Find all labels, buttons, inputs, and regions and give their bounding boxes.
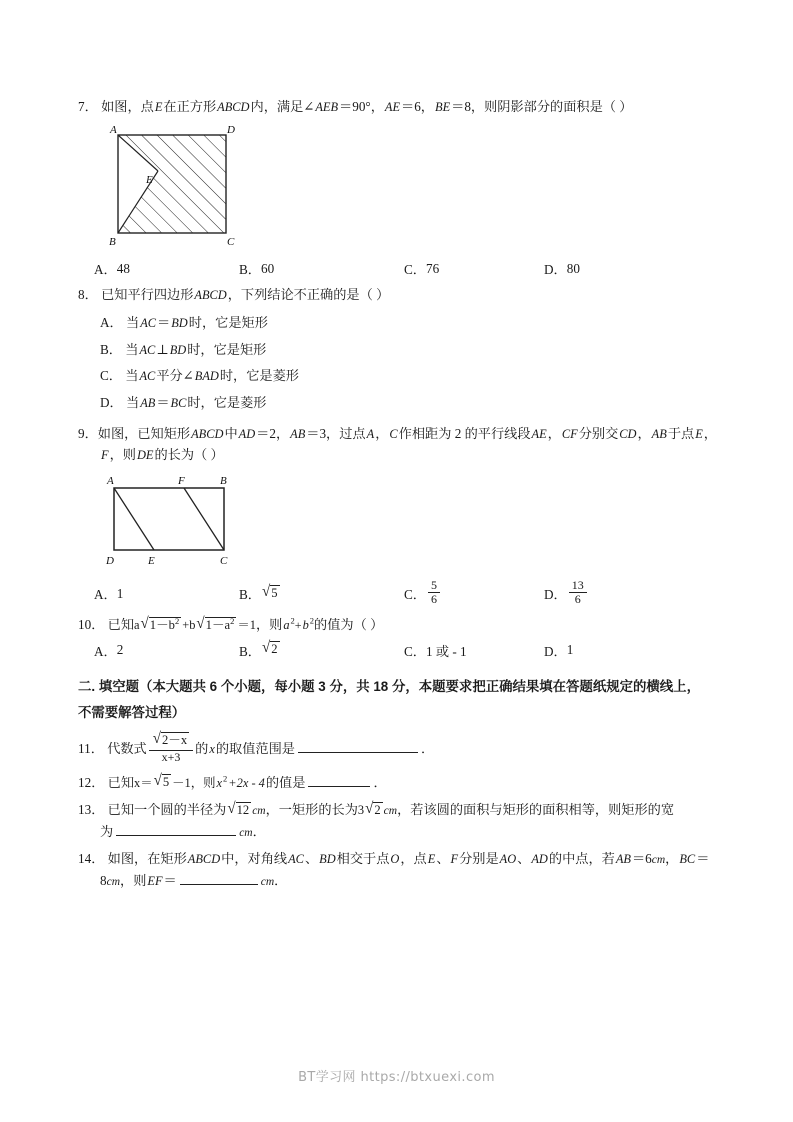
option-8-B-var1: AC: [139, 342, 156, 357]
option-8-B-pre: 当: [125, 341, 139, 357]
question-9-text-10: 于点: [667, 425, 695, 441]
expr-plus: +: [294, 618, 302, 633]
option-10-D-key: D．: [544, 643, 567, 659]
radicand-12: 12: [236, 802, 250, 817]
unit-cm: cm: [239, 826, 253, 839]
option-8-C-pre: 当: [125, 368, 139, 384]
var-AE: AE: [531, 426, 547, 441]
option-8-B-mid: ⊥: [156, 341, 169, 357]
var-AB: AB: [290, 426, 306, 441]
expr-b: b: [302, 618, 309, 633]
question-7-text-5: ＝6，: [401, 99, 434, 114]
question-7-text-1: 如图，点: [101, 99, 154, 114]
radical-sign: √: [140, 615, 149, 633]
option-10-B[interactable]: [239, 641, 404, 660]
question-9-text-2: 中: [224, 425, 238, 441]
option-8-D-key: D．: [100, 395, 123, 411]
option-8-D-var2: BC: [170, 396, 187, 411]
figure-rectangle-abcd: [96, 470, 718, 575]
question-11-period: ．: [420, 740, 435, 756]
fraction-sqrt-expr: [149, 730, 193, 765]
question-9-text-8: 分别交: [578, 425, 619, 441]
equals: ＝: [140, 775, 153, 790]
option-8-C-var1: AC: [139, 369, 156, 384]
fraction-13-6: [569, 579, 587, 608]
question-8-text-2: ，下列结论不正确的是（ ）: [227, 287, 390, 303]
question-12-text-1: 已知: [107, 774, 135, 790]
var-x: x: [209, 741, 215, 756]
option-9-C-num: 5: [428, 579, 440, 594]
question-13-number: 13．: [78, 801, 105, 817]
question-14-text-10: ＝6: [631, 851, 652, 867]
question-10-number: 10．: [78, 617, 105, 633]
question-10-text-3: 的值为（ ）: [314, 617, 384, 633]
question-14-period: ．: [274, 872, 288, 888]
radicand-1-exp: 2: [174, 615, 180, 626]
option-8-D-mid: ＝: [156, 395, 170, 411]
option-9-B-key: B．: [239, 587, 261, 603]
radicand-2-text: 1－a: [205, 617, 231, 632]
option-7-C[interactable]: [404, 259, 544, 278]
rectangle-outline: [114, 488, 224, 550]
question-11: [78, 730, 718, 766]
option-8-B[interactable]: [78, 340, 718, 360]
var-EF: EF: [147, 873, 163, 888]
section-2-line-1: 二. 填空题（本大题共 6 个小题，每小题 3 分，共 18 分，本题要求把正确结果填在答题纸规定的横线上，: [78, 678, 700, 694]
option-8-D[interactable]: [78, 393, 718, 413]
var-O: O: [390, 852, 400, 867]
radicand-2: [205, 617, 237, 634]
radicand-1-text: 1－b: [149, 617, 175, 632]
coef-a: a: [134, 618, 140, 633]
radicand-2: 2: [374, 802, 381, 817]
question-7: [78, 96, 718, 117]
question-14-text-15: ＝: [163, 872, 177, 888]
option-8-D-var1: AB: [140, 396, 156, 411]
var-AEB: AEB: [315, 100, 339, 114]
expr-a: a: [283, 618, 290, 633]
question-9-text-9: ，: [637, 425, 651, 441]
option-8-A-mid: ＝: [157, 314, 171, 330]
segment-AE: [114, 488, 154, 550]
question-9-text-3: ＝2，: [256, 425, 290, 441]
option-8-A-var1: AC: [140, 315, 157, 330]
var-F: F: [450, 852, 459, 867]
option-10-C-key: C．: [404, 643, 426, 659]
option-7-A[interactable]: [94, 259, 239, 278]
sqrt-icon: [262, 585, 280, 602]
var-BD: BD: [319, 852, 336, 867]
label-C: C: [227, 236, 235, 249]
question-12-text-4: 的值是: [265, 774, 306, 790]
option-8-C-mid: 平分∠: [156, 368, 194, 384]
question-13-line-2: [78, 821, 718, 843]
question-14-text-3: 、: [304, 851, 319, 867]
var-C: C: [389, 426, 398, 441]
option-8-D-pre: 当: [126, 395, 140, 411]
radical-sign: √: [196, 615, 205, 633]
label-A: A: [110, 124, 117, 137]
var-A: A: [366, 426, 375, 441]
unit-cm: cm: [252, 804, 266, 817]
option-7-A-key: A．: [94, 262, 117, 278]
var-F: F: [101, 448, 109, 463]
question-9-number: 9．: [78, 425, 98, 441]
question-13: [78, 799, 718, 842]
question-7-text-3: 内，满足∠: [250, 99, 315, 114]
var-E: E: [154, 100, 163, 114]
question-12-number: 12．: [78, 774, 105, 790]
answer-blank-11[interactable]: [298, 740, 418, 753]
radical-sign: √: [152, 730, 161, 748]
option-9-D[interactable]: [544, 577, 664, 609]
option-10-B-key: B．: [239, 643, 261, 659]
answer-blank-14[interactable]: [180, 872, 258, 885]
label-B: B: [109, 236, 116, 249]
question-10-text-2: ，则: [255, 617, 283, 633]
fraction-denominator: x+3: [161, 749, 181, 764]
question-11-text-1: 代数式: [107, 740, 147, 756]
question-12-text-3: －1，则: [172, 775, 216, 790]
question-7-number: 7．: [78, 99, 98, 114]
var-AD: AD: [531, 852, 548, 867]
option-8-C[interactable]: [78, 366, 718, 386]
unit-cm: cm: [106, 875, 121, 888]
label-D: D: [227, 124, 235, 137]
option-8-A[interactable]: [78, 313, 718, 333]
option-7-C-value: 76: [425, 260, 440, 276]
label-D: D: [106, 554, 114, 567]
expr-b-exp: 2: [309, 615, 315, 626]
option-8-C-key: C．: [100, 368, 122, 384]
question-9-text-7: ，: [547, 425, 561, 441]
question-14-text-8: 、: [517, 851, 531, 867]
option-10-C[interactable]: [404, 641, 544, 660]
label-E: E: [148, 554, 155, 567]
option-7-D[interactable]: [544, 259, 664, 278]
question-9-text-6: 作相距为 2 的平行线段: [398, 425, 531, 441]
radical-sign: √: [261, 583, 271, 600]
question-14-text-2: 中，对角线: [221, 851, 288, 867]
sqrt-icon: [153, 732, 189, 749]
radical-sign: √: [227, 800, 236, 817]
question-14-text-12: ＝: [696, 851, 710, 867]
var-E: E: [427, 852, 436, 867]
var-AB: AB: [615, 852, 631, 867]
question-12: [78, 772, 718, 793]
question-14-text-9: 的中点，若: [548, 851, 615, 867]
option-7-B-value: 60: [260, 260, 275, 276]
option-8-C-var2: BAD: [194, 369, 219, 384]
label-F: F: [178, 474, 185, 487]
section-2-heading: [78, 674, 718, 726]
option-10-A[interactable]: [94, 641, 239, 660]
var-BE: BE: [435, 100, 451, 114]
option-7-D-value: 80: [566, 260, 580, 276]
question-9: [78, 423, 718, 466]
var-AO: AO: [499, 852, 517, 867]
answer-blank-12[interactable]: [308, 774, 370, 787]
question-14-text-11: ，: [665, 851, 679, 867]
question-8: [78, 284, 718, 305]
option-9-B[interactable]: [239, 584, 404, 603]
unit-cm: cm: [260, 875, 275, 888]
expr-x-exp: 2: [223, 773, 228, 784]
label-E: E: [146, 174, 153, 187]
option-10-D-value: 1: [566, 642, 574, 658]
segment-FC: [184, 488, 224, 550]
question-14-text-4: 相交于点: [336, 851, 390, 867]
var-AB2: AB: [651, 426, 667, 441]
question-7-text-4: ＝90°，: [339, 99, 384, 114]
option-7-A-value: 48: [116, 260, 130, 276]
answer-blank-13[interactable]: [116, 823, 236, 836]
label-B: B: [220, 474, 227, 487]
option-9-D-key: D．: [544, 587, 567, 603]
radical-sign: √: [365, 800, 374, 817]
question-11-number: 11．: [78, 740, 104, 756]
figure-square-abcd: [96, 121, 718, 254]
question-10-options: [78, 641, 718, 660]
option-7-C-key: C．: [404, 262, 426, 278]
question-14-text-7: 分别是: [459, 851, 499, 867]
option-8-B-post: 时，它是矩形: [187, 341, 267, 357]
var-CD: CD: [619, 426, 637, 441]
question-12-period: ．: [373, 774, 387, 790]
option-7-B[interactable]: [239, 259, 404, 278]
option-8-B-key: B．: [100, 341, 122, 357]
page-content: [78, 96, 718, 895]
expr-x: x: [216, 775, 223, 790]
option-8-D-post: 时，它是菱形: [187, 395, 267, 411]
question-9-text-5: ，: [375, 425, 389, 441]
var-ABCD: ABCD: [194, 288, 227, 303]
option-10-B-value: 2: [271, 641, 278, 656]
option-10-C-value: 1 或 - 1: [425, 643, 467, 659]
var-E: E: [695, 426, 703, 441]
question-9-options: [78, 577, 718, 609]
fraction-numerator: [149, 730, 193, 751]
numerator-radicand: 2－x: [161, 733, 188, 747]
var-DE: DE: [136, 448, 154, 463]
option-10-A-value: 2: [116, 642, 124, 658]
option-8-A-pre: 当: [126, 314, 140, 330]
sqrt-icon: [262, 641, 280, 658]
var-AD: AD: [238, 426, 256, 441]
sqrt-icon: [196, 617, 236, 634]
question-14-text-6: 、: [436, 851, 450, 867]
option-9-C-key: C．: [404, 587, 426, 603]
var-x: x: [134, 775, 141, 790]
option-7-B-key: B．: [239, 262, 261, 278]
option-8-A-post: 时，它是矩形: [188, 314, 268, 330]
expr-a-exp: 2: [290, 615, 295, 626]
option-9-D-num: 13: [569, 579, 587, 594]
label-C: C: [220, 554, 228, 567]
var-ABCD: ABCD: [191, 426, 224, 441]
var-AE: AE: [384, 100, 401, 114]
var-ABCD: ABCD: [187, 852, 221, 867]
question-9-text-12: ，则: [109, 447, 136, 463]
question-14-line-2: [78, 870, 718, 892]
radicand-1: [149, 617, 181, 634]
question-8-number: 8．: [78, 287, 98, 303]
watermark: BT学习网 https://btxuexi.com: [298, 1070, 495, 1085]
option-9-A-key: A．: [94, 587, 117, 603]
option-10-A-key: A．: [94, 643, 117, 659]
sqrt-icon: [141, 617, 182, 634]
equals-1: ＝1: [237, 618, 256, 633]
question-11-text-3: 的取值范围是: [215, 740, 295, 756]
question-14-value-8: 8: [100, 872, 107, 888]
expr-rest: +2x - 4: [228, 775, 265, 790]
question-7-options: [78, 259, 718, 278]
option-9-C[interactable]: [404, 577, 544, 609]
question-13-period: ．: [252, 823, 266, 839]
question-8-text-1: 已知平行四边形: [101, 287, 194, 303]
question-14: [78, 848, 718, 891]
option-8-A-key: A．: [100, 314, 123, 330]
label-A: A: [107, 474, 114, 487]
question-14-text-1: 如图，在矩形: [107, 851, 187, 867]
unit-cm: cm: [383, 804, 398, 817]
question-9-text-13: 的长为（ ）: [154, 447, 224, 463]
question-13-text-1: 已知一个圆的半径为: [107, 801, 227, 817]
question-13-text-2: ，一矩形的长为: [265, 801, 358, 817]
question-14-text-14: ，则: [120, 872, 147, 888]
question-8-options: [78, 313, 718, 413]
fraction-5-6: [428, 579, 440, 608]
option-8-C-post: 时，它是菱形: [219, 368, 299, 384]
question-9-text-4: ＝3，过点: [306, 425, 366, 441]
option-8-B-var2: BD: [169, 342, 187, 357]
sqrt-icon: [365, 802, 383, 819]
question-10: [78, 614, 718, 635]
question-13-text-4: 为: [100, 823, 114, 839]
question-10-text-1: 已知: [107, 617, 135, 633]
option-9-B-value: 5: [271, 585, 278, 600]
var-ABCD: ABCD: [217, 100, 250, 114]
question-9-text-1: 如图，已知矩形: [97, 425, 191, 441]
option-9-A[interactable]: [94, 584, 239, 603]
question-14-text-5: ，点: [400, 851, 427, 867]
question-9-text-11: ，: [703, 425, 717, 441]
radicand-2-exp: 2: [230, 615, 235, 626]
radical-sign: √: [153, 772, 162, 790]
question-13-text-3: ，若该圆的面积与矩形的面积相等，则矩形的宽: [397, 801, 675, 817]
question-11-text-2: 的: [195, 740, 209, 756]
question-7-text-2: 在正方形: [163, 99, 217, 114]
unit-cm: cm: [651, 854, 666, 867]
section-2-line-2: 不需要解答过程）: [78, 704, 186, 720]
option-8-A-var2: BD: [171, 315, 188, 330]
var-BC: BC: [679, 852, 696, 867]
radicand-5: 5: [162, 775, 170, 790]
option-7-D-key: D．: [544, 262, 567, 278]
option-9-D-den: 6: [574, 592, 581, 607]
question-14-number: 14．: [78, 851, 105, 867]
question-9-line2: [78, 444, 718, 465]
option-9-C-den: 6: [430, 592, 437, 607]
option-10-D[interactable]: [544, 641, 664, 660]
option-9-A-value: 1: [116, 585, 124, 601]
question-7-text-6: ＝8，则阴影部分的面积是（ ）: [451, 99, 633, 114]
radical-sign: √: [261, 639, 271, 657]
coefficient-3: 3: [357, 802, 365, 817]
sqrt-icon: [227, 802, 251, 819]
var-CF: CF: [561, 426, 578, 441]
plus-b: +b: [182, 618, 196, 633]
sqrt-icon: [154, 774, 172, 791]
var-AC: AC: [288, 852, 304, 867]
